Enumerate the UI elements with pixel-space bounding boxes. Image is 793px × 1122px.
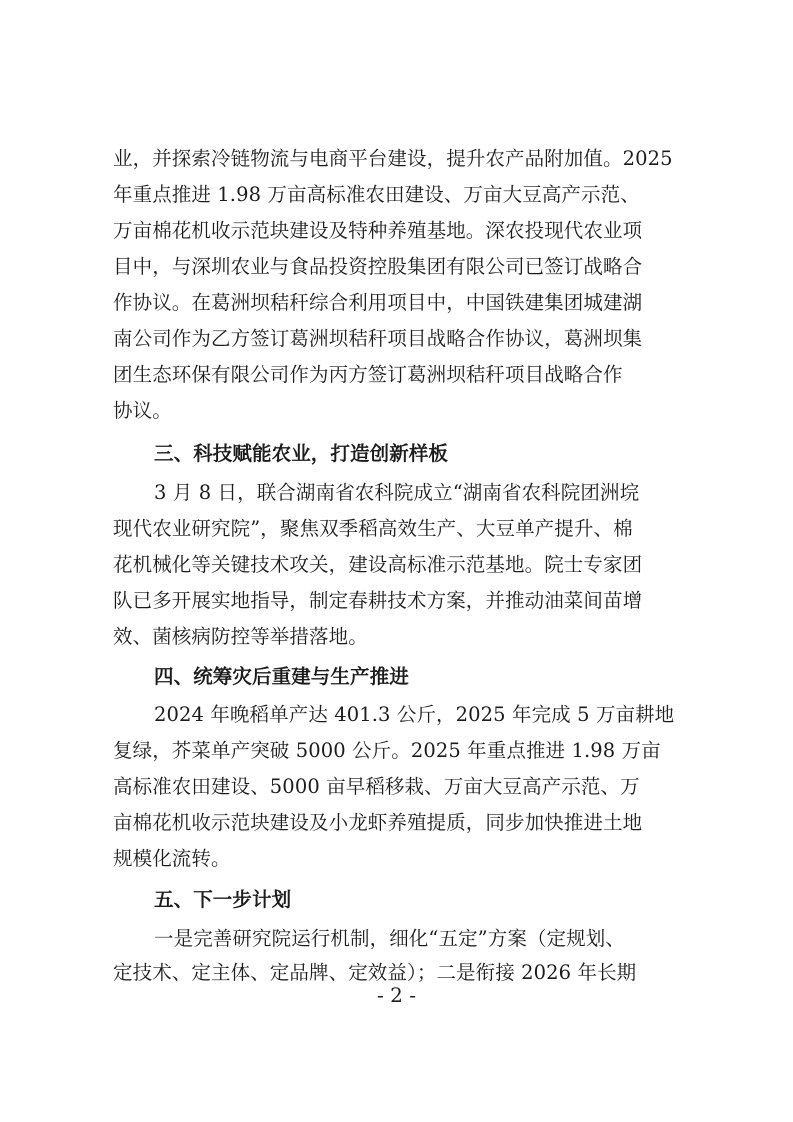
paragraph-line: 南公司作为乙方签订葛洲坝秸秆项目战略合作协议，葛洲坝集 [113, 327, 643, 350]
paragraph-line: 复绿，芥菜单产突破 5000 公斤。2025 年重点推进 1.98 万亩 [113, 739, 661, 762]
paragraph-line: 2024 年晚稻单产达 401.3 公斤，2025 年完成 5 万亩耕地 [154, 703, 675, 726]
paragraph-line: 规模化流转。 [113, 847, 231, 870]
paragraph-line: 现代农业研究院”，聚焦双季稻高效生产、大豆单产提升、棉 [113, 517, 633, 540]
paragraph-line: 3 月 8 日，联合湖南省农科院成立“湖南省农科院团洲垸 [154, 481, 640, 504]
paragraph-line: 年重点推进 1.98 万亩高标准农田建设、万亩大豆高产示范、 [113, 183, 640, 206]
section-heading: 四、统筹灾后重建与生产推进 [154, 665, 409, 688]
paragraph-line: 作协议。在葛洲坝秸秆综合利用项目中，中国铁建集团城建湖 [113, 291, 643, 314]
paragraph-line: 业，并探索冷链物流与电商平台建设，提升农产品附加值。2025 [113, 147, 673, 170]
paragraph-line: 定技术、定主体、定品牌、定效益）；二是衔接 2026 年长期 [113, 961, 637, 984]
paragraph-line: 万亩棉花机收示范块建设及特种养殖基地。深农投现代农业项 [113, 219, 643, 242]
paragraph-line: 协议。 [113, 399, 172, 422]
paragraph-line: 花机械化等关键技术攻关，建设高标准示范基地。院士专家团 [113, 553, 643, 576]
paragraph-line: 高标准农田建设、5000 亩早稻移栽、万亩大豆高产示范、万 [113, 775, 640, 798]
section-heading: 三、科技赋能农业，打造创新样板 [154, 442, 449, 465]
paragraph-line: 一是完善研究院运行机制，细化“五定”方案（定规划、 [154, 927, 625, 950]
paragraph-line: 队已多开展实地指导，制定春耕技术方案，并推动油菜间苗增 [113, 589, 643, 612]
page-number: - 2 - [377, 983, 416, 1007]
paragraph-line: 效、菌核病防控等举措落地。 [113, 625, 368, 648]
paragraph-line: 亩棉花机收示范块建设及小龙虾养殖提质，同步加快推进土地 [113, 811, 643, 834]
section-heading: 五、下一步计划 [154, 888, 292, 911]
paragraph-line: 目中，与深圳农业与食品投资控股集团有限公司已签订战略合 [113, 255, 643, 278]
paragraph-line: 团生态环保有限公司作为丙方签订葛洲坝秸秆项目战略合作 [113, 363, 623, 386]
